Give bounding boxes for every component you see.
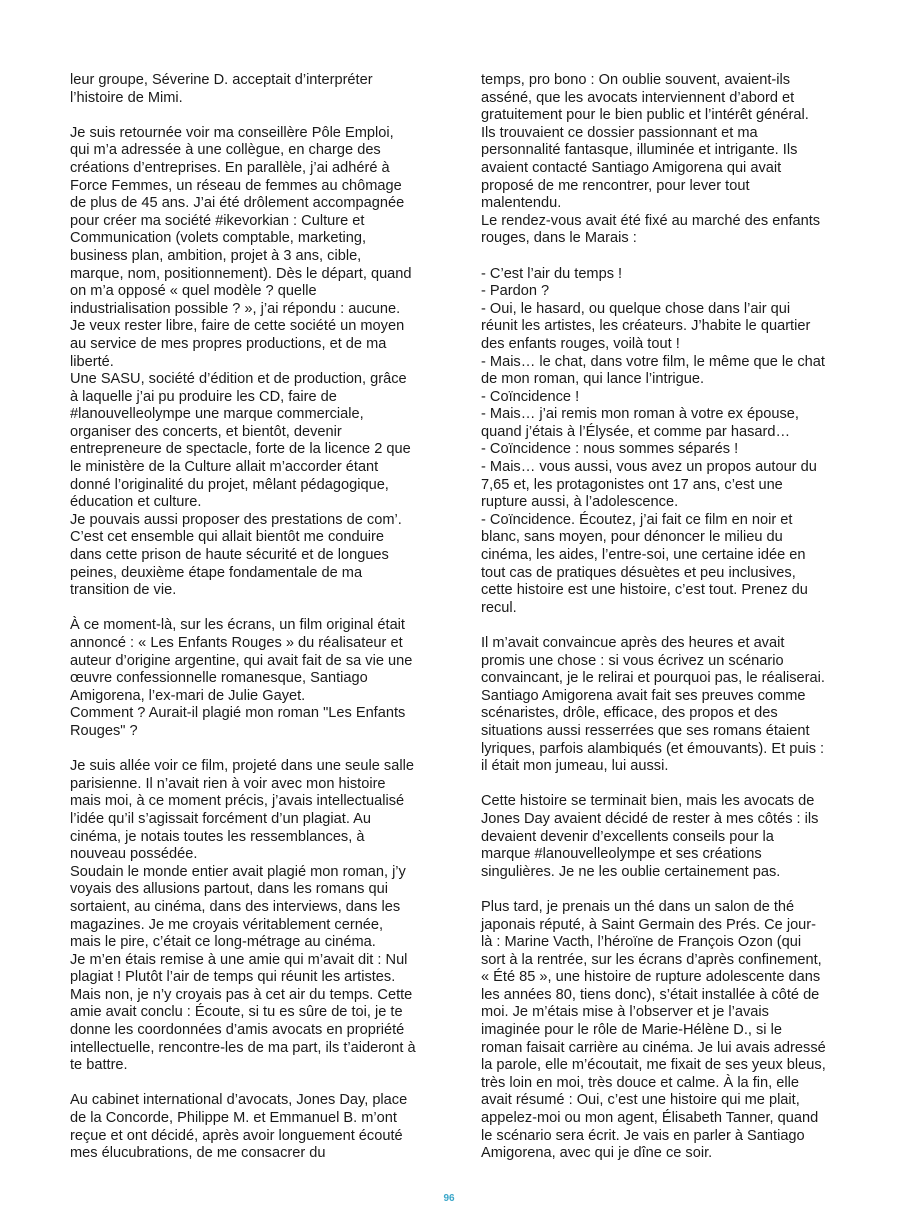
paragraph: - Coïncidence. Écoutez, j’ai fait ce film en noir et blanc, sans moyen, pour dénoncer le milieu du cinéma, les aides, l’entre-soi, une certaine idée en tout cas de pratiques désuètes et peu inclusives, cette histoire est une histoire, c’est tout. Prenez du recul.	[481, 511, 808, 616]
paragraph: - Mais… j’ai remis mon roman à votre ex épouse, quand j’étais à l’Élysée, et comme par hasard…	[481, 406, 799, 440]
paragraph: Comment ? Aurait-il plagié mon roman "Les Enfants Rouges" ?	[70, 705, 406, 739]
paragraph: - Coïncidence !	[481, 388, 580, 405]
paragraph-gap	[481, 776, 827, 794]
paragraph: - Mais… vous aussi, vous avez un propos autour du 7,65 et, les protagonistes ont 17 ans, c’est une rupture aussi, à l’adolescence.	[481, 459, 817, 511]
paragraph-gap	[70, 741, 416, 759]
paragraph-gap	[70, 107, 416, 125]
paragraph: temps, pro bono : On oublie souvent, avaient-ils asséné, que les avocats interviennent d’abord et gratuitement pour le bien public et l’intérêt général. Ils trouvaient ce dossier passionnant et ma personnalité fantasque, illuminée et intrigante. Ils avaient contacté Santiago Amigorena qui avait proposé de me rencontrer, pour lever tout malentendu.	[481, 72, 809, 212]
paragraph-gap	[481, 881, 827, 899]
paragraph: Plus tard, je prenais un thé dans un salon de thé japonais réputé, à Saint Germain des Prés. Ce jour-là : Marine Vacth, l’héroïne de François Ozon (qui sort à la rentrée, sur les écrans d’après confinement, « Été 85 », une histoire de rupture adolescente dans les années 80, tiens donc), s’était installée à côté de moi. Je m’étais mise à l’observer et je l’avais imaginée pour le rôle de Marie-Hélène D., si le roman faisait carrière au cinéma. Je lui avais adressé la parole, elle m’écoutait, me fixait de ses yeux bleus, très loin en moi, très douce et calme. À la fin, elle avait résumé : Oui, c’est une histoire qui me plait, appelez-moi ou mon agent, Élisabeth Tanner, quand le scénario sera écrit. Je vais en parler à Santiago Amigorena, avec qui je dîne ce soir.	[481, 898, 826, 1162]
paragraph: À ce moment-là, sur les écrans, un film original était annoncé : « Les Enfants Rouges » du réalisateur et auteur d’origine argentine, qui avait fait de sa vie une œuvre confessionnelle romanesque, Santiago Amigorena, l’ex-mari de Julie Gayet.	[70, 617, 413, 704]
paragraph: Une SASU, société d’édition et de production, grâce à laquelle j’ai pu produire les CD, faire de #lanouvelleolympe une marque commerciale, organiser des concerts, et bientôt, devenir entrepreneure de spectacle, forte de la licence 2 que le ministère de la Culture allait m’accorder étant donné l’originalité du projet, mêlant pédagogique, éducation et culture.	[70, 371, 411, 511]
page-number: 96	[443, 1193, 455, 1204]
paragraph: Je suis retournée voir ma conseillère Pôle Emploi, qui m’a adressée à une collègue, en charge des créations d’entreprises. En parallèle, j’ai adhéré à Force Femmes, un réseau de femmes au chômage de plus de 45 ans. J’ai été drôlement accompagnée pour créer ma société #ikevorkian : Culture et Communication (volets comptable, marketing, business plan, ambition, projet à 3 ans, cible, marque, nom, positionnement). Dès le départ, quand on m’a opposé « quel modèle ? quelle industrialisation possible ? », j’ai répondu : aucune. Je veux rester libre, faire de cette société un moyen au service de mes propres productions, et de ma liberté.	[70, 124, 412, 370]
right-column	[481, 72, 827, 1163]
paragraph-gap	[481, 617, 827, 635]
paragraph: Le rendez-vous avait été fixé au marché des enfants rouges, dans le Marais :	[481, 212, 821, 247]
paragraph: Je suis allée voir ce film, projeté dans une seule salle parisienne. Il n’avait rien à voir avec mon histoire mais moi, à ce moment précis, j’avais intellectualisé l’idée qu’il s’agissait forcément d’un plagiat. Au cinéma, je notais toutes les ressemblances, à nouveau possédée.	[70, 758, 414, 863]
paragraph: Je pouvais aussi proposer des prestations de com’. C’est cet ensemble qui allait bientôt me conduire dans cette prison de haute sécurité et de longues peines, deuxième étape fondamentale de ma transition de vie.	[70, 511, 402, 599]
paragraph: - Oui, le hasard, ou quelque chose dans l’air qui réunit les artistes, les créateurs. J’habite le quartier des enfants rouges, voilà tout !	[481, 300, 811, 352]
paragraph: Soudain le monde entier avait plagié mon roman, j’y voyais des allusions partout, dans les romans qui sortaient, au cinéma, dans des interviews, dans les magazines. Je me croyais véritablement cernée, mais le pire, c’était ce long-métrage au cinéma.	[70, 863, 406, 951]
paragraph: Je m’en étais remise à une amie qui m’avait dit : Nul plagiat ! Plutôt l’air de temps qui réunit les artistes. Mais non, je n’y croyais pas à cet air du temps. Cette amie avait conclu : Écoute, si tu es sûre de toi, je te donne les coordonnées d’amis avocats en propriété intellectuelle, rencontre-les de ma part, ils t’aideront à te battre.	[70, 951, 416, 1074]
paragraph: leur groupe, Séverine D. acceptait d’interpréter l’histoire de Mimi.	[70, 72, 373, 106]
paragraph: Cette histoire se terminait bien, mais les avocats de Jones Day avaient décidé de rester à mes côtés : ils devaient devenir d’excellents conseils pour la marque #lanouvelleolympe et ses créations singulières. Je ne les oublie certainement pas.	[481, 793, 819, 880]
paragraph: - Coïncidence : nous sommes séparés !	[481, 441, 739, 458]
paragraph: Il m’avait convaincue après des heures et avait promis une chose : si vous écrivez un scénario convaincant, je le relirai et pourquoi pas, le réaliserai. Santiago Amigorena avait fait ses preuves comme scénaristes, drôle, efficace, des propos et des situations aussi resserrées que ses romans étaient lyriques, parfois alambiqués (et émouvants). Et puis : il était mon jumeau, lui aussi.	[481, 635, 825, 775]
paragraph-gap	[70, 600, 416, 618]
paragraph: - C’est l’air du temps !	[481, 265, 623, 282]
paragraph: - Mais… le chat, dans votre film, le même que le chat de mon roman, qui lance l’intrigue.	[481, 353, 825, 388]
paragraph-gap	[70, 1075, 416, 1093]
paragraph: - Pardon ?	[481, 283, 550, 300]
left-column	[70, 72, 416, 1163]
paragraph: Au cabinet international d’avocats, Jones Day, place de la Concorde, Philippe M. et Emmanuel B. m’ont reçue et ont décidé, après avoir longuement écouté mes élucubrations, de me consacrer du	[70, 1092, 408, 1162]
paragraph-gap	[481, 248, 827, 266]
